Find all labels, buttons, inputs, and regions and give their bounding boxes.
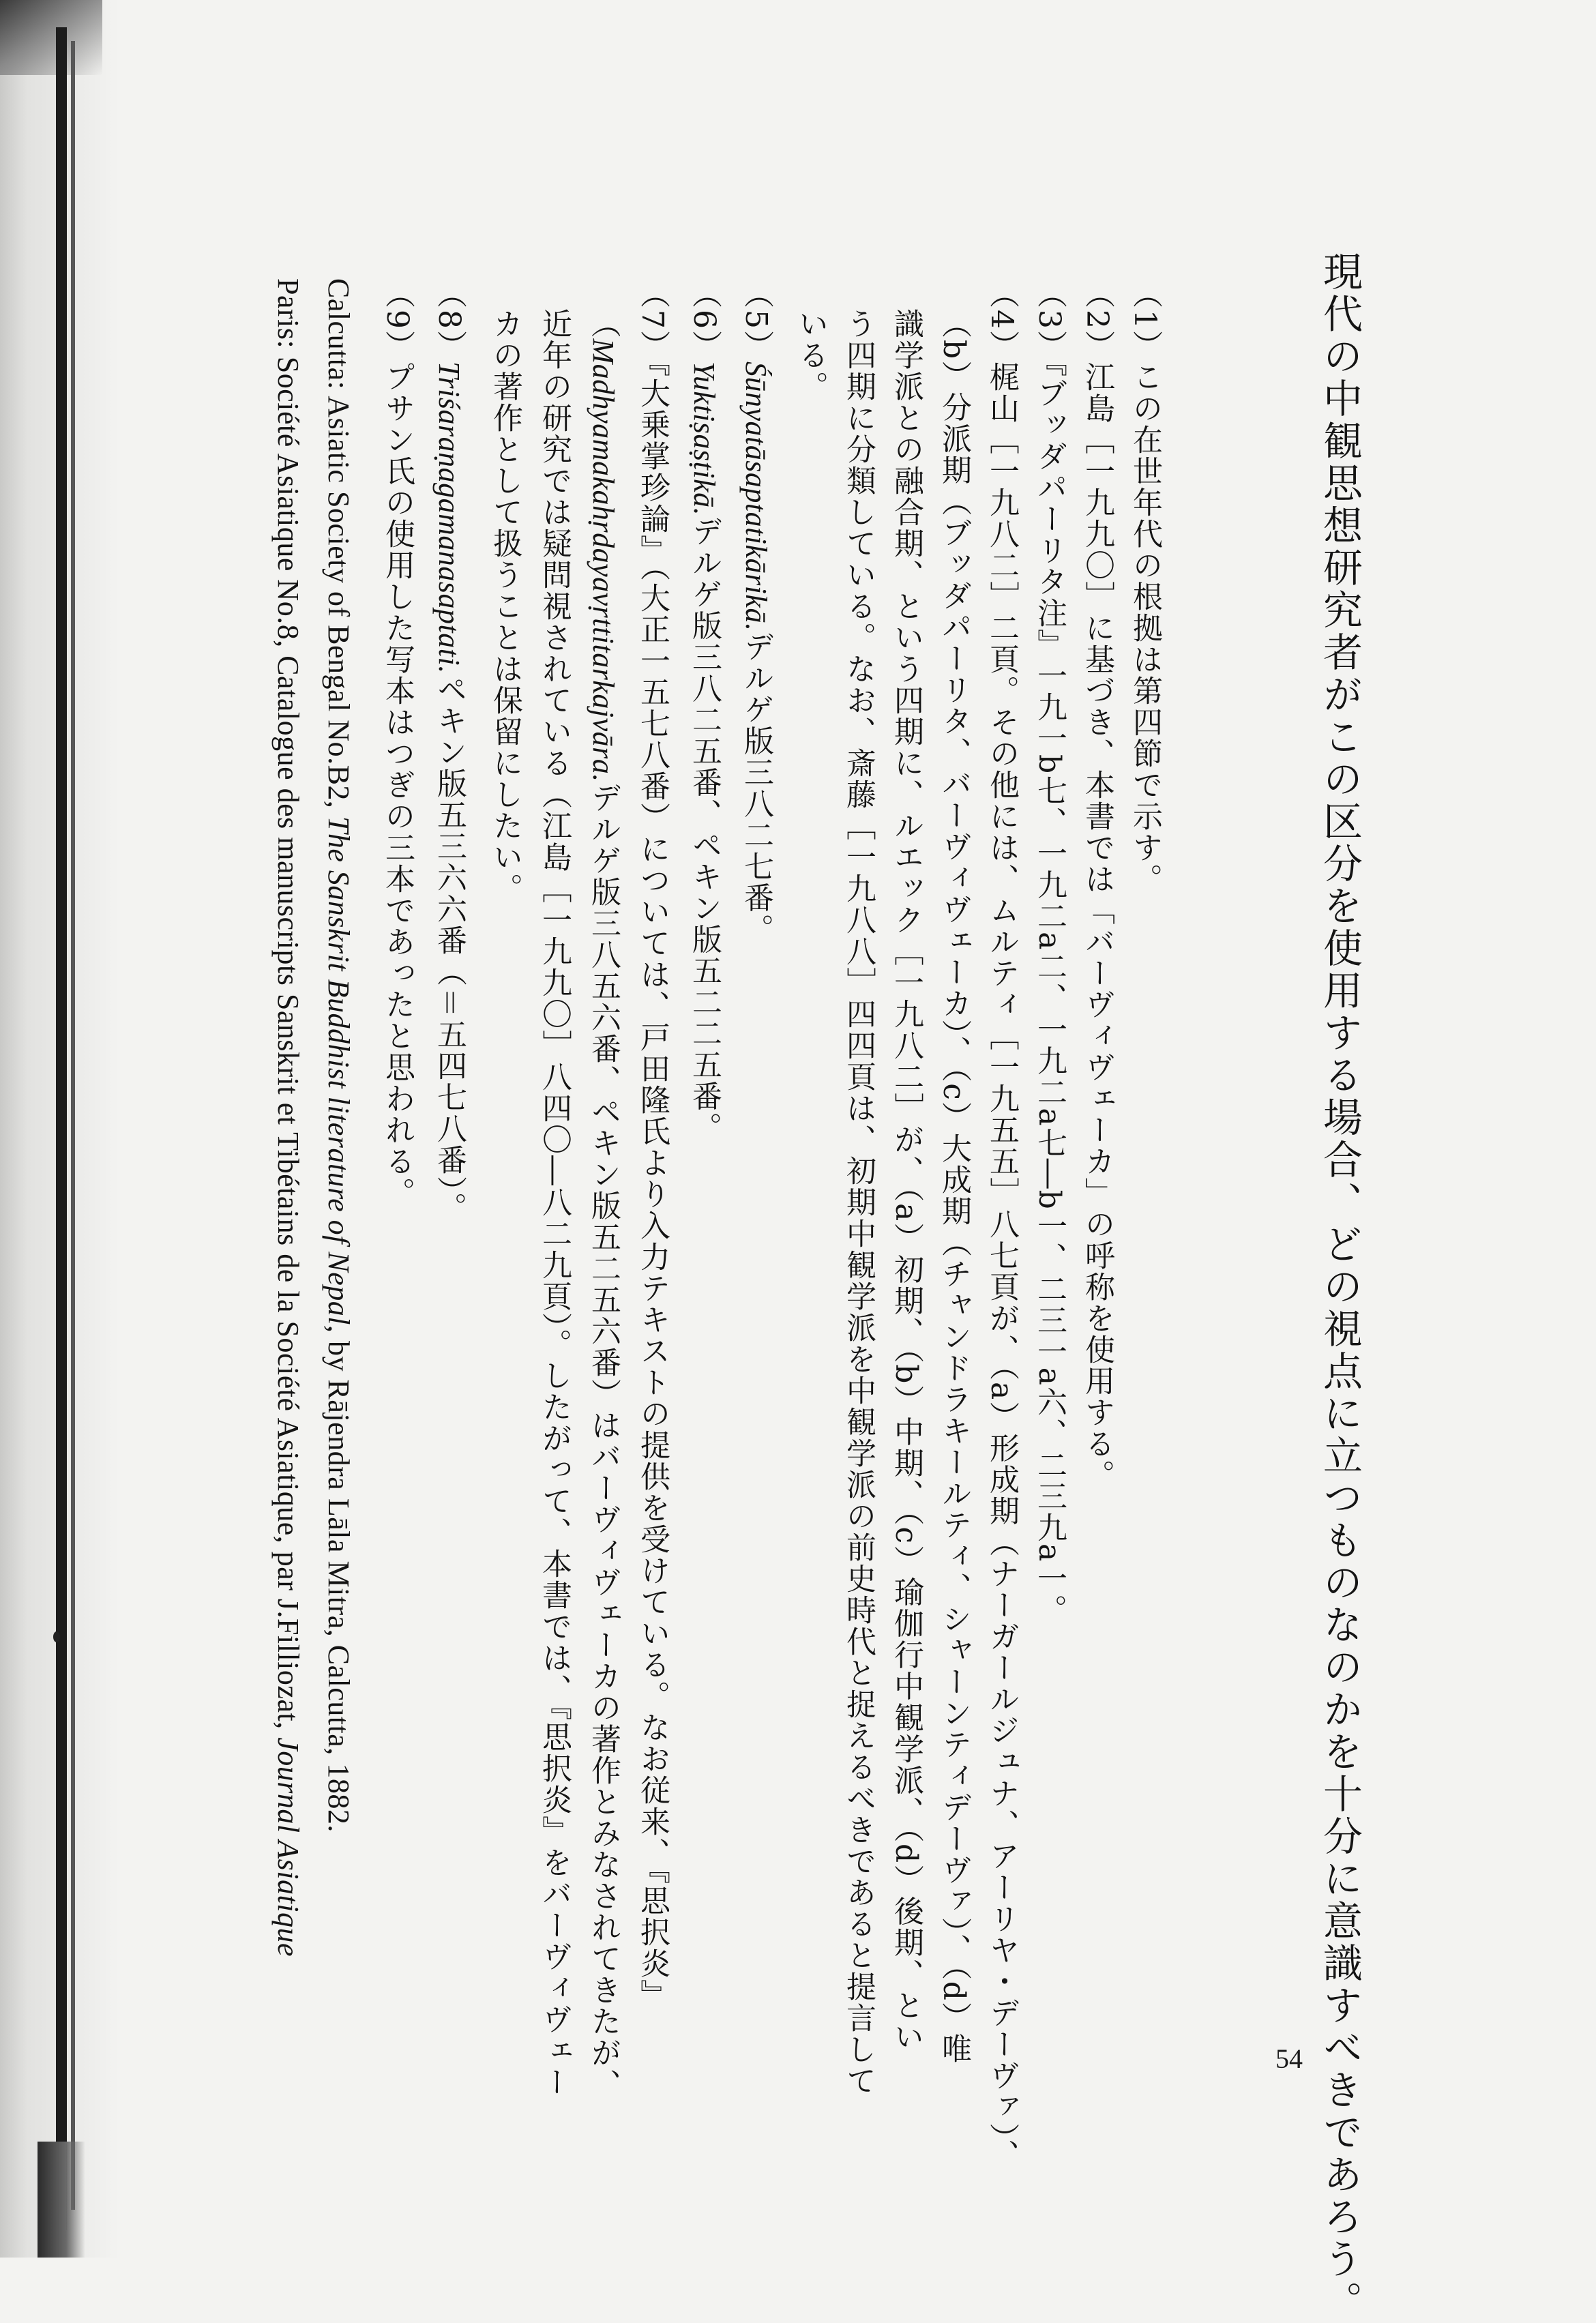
note-7-title: （Madhyamakahṛdayavṛttitarkajvāra. xyxy=(587,308,620,782)
note-4-line-4: う四期に分類している。なお、斎藤［一九八八］四四頁は、初期中観学派を中観学派の前史時代と捉えるべきであると提言して xyxy=(841,308,876,2097)
note-5-number: （5） xyxy=(739,278,773,361)
paris-prefix: Paris: Société Asiatique No.8, Catalogue des manuscripts Sanskrit et Tibétains de la Société Asiatique, par J.Filliozat, xyxy=(271,278,305,1738)
note-7-line-2-text: デルゲ版三八五六番、ペキン版五二五六番）はバーヴィヴェーカの著作とみなされてきたが、 xyxy=(586,782,621,2100)
note-7-line-1: （7）『大乗掌珍論』（大正一五七八番）については、戸田隆氏より入力テキストの提供を受けている。なお従来、『思択炎』 xyxy=(635,278,670,2011)
note-4-line-5: いる。 xyxy=(793,308,828,402)
note-8-text: ペキン版五三六六番（＝五四七八番）。 xyxy=(432,673,467,1224)
note-5-title: Śūnyatāsaptatikārikā. xyxy=(739,361,773,632)
note-1: （1）この在世年代の根拠は第四節で示す。 xyxy=(1127,278,1162,895)
note-2: （2）江島［一九九〇］に基づき、本書では「バーヴィヴェーカ」の呼称を使用する。 xyxy=(1080,278,1114,1491)
note-4-line-1: （4）梶山［一九八二］二頁。その他には、ムルティ［一九五五］八七頁が、（a）形成期（ナーガールジュナ、アーリヤ・デーヴァ）、 xyxy=(984,278,1019,2171)
scan-bottom-shadow xyxy=(38,2142,85,2258)
note-4-line-2: （b）分派期（ブッダパーリタ、バーヴィヴェーカ）、（c）大成期（チャンドラキールティ、シャーンティデーヴァ）、（d）唯 xyxy=(936,308,971,2065)
scan-corner-shadow xyxy=(0,0,102,75)
calcutta-prefix: Calcutta: Asiatic Society of Bengal No.B2, xyxy=(322,278,355,816)
binding-edge-line xyxy=(56,27,67,2230)
note-5-text: デルゲ版三八二七番。 xyxy=(739,631,773,945)
note-8-title: Triśaraṇagamanasaptati. xyxy=(432,361,466,674)
note-4-line-3: 識学派との融合期、という四期に、ルエック［一九八二］が、（a）初期、（b）中期、（c）瑜伽行中観学派、（d）後期、とい xyxy=(889,308,923,2053)
body-paragraph-line: 現代の中観思想研究者がこの区分を使用する場合、どの視点に立つものなのかを十分に意識すべきであろう。 xyxy=(1316,251,1363,2323)
note-6-number: （6） xyxy=(687,278,722,361)
note-7-line-4: カの著作として扱うことは保留にしたい。 xyxy=(488,308,522,904)
note-9: （9）プサン氏の使用した写本はつぎの三本であったと思われる。 xyxy=(380,278,415,1209)
note-6 xyxy=(687,278,722,1144)
page-number: 54 xyxy=(1275,2043,1303,2074)
manuscript-calcutta xyxy=(323,278,353,1833)
ink-blot xyxy=(53,1631,60,1642)
note-6-title: Yuktiṣaṣṭikā. xyxy=(688,361,721,516)
note-6-text: デルゲ版三八二五番、ペキン版五二二五番。 xyxy=(687,516,722,1144)
binding-edge-line-secondary xyxy=(71,41,75,2210)
note-7-line-3: 近年の研究では疑問視されている（江島［一九九〇］八四〇―八二九頁）。したがって、本書では、『思択炎』をバーヴィヴェー xyxy=(537,308,572,2098)
note-8 xyxy=(432,278,467,1224)
calcutta-suffix: , by Rājendra Lāla Mitra, Calcutta, 1882. xyxy=(322,1325,355,1833)
note-3: （3）『ブッダパーリタ注』一九一b七、一九二a二、一九二a七―b一、二三一a六、二三九a一。 xyxy=(1032,278,1067,1626)
calcutta-title: The Sanskrit Buddhist literature of Nepal xyxy=(322,816,355,1325)
note-5 xyxy=(741,278,771,945)
note-8-number: （8） xyxy=(432,278,467,361)
paris-journal: Journal Asiatique xyxy=(271,1737,305,1957)
note-7-line-2 xyxy=(586,308,621,2100)
manuscript-paris xyxy=(273,278,303,1957)
